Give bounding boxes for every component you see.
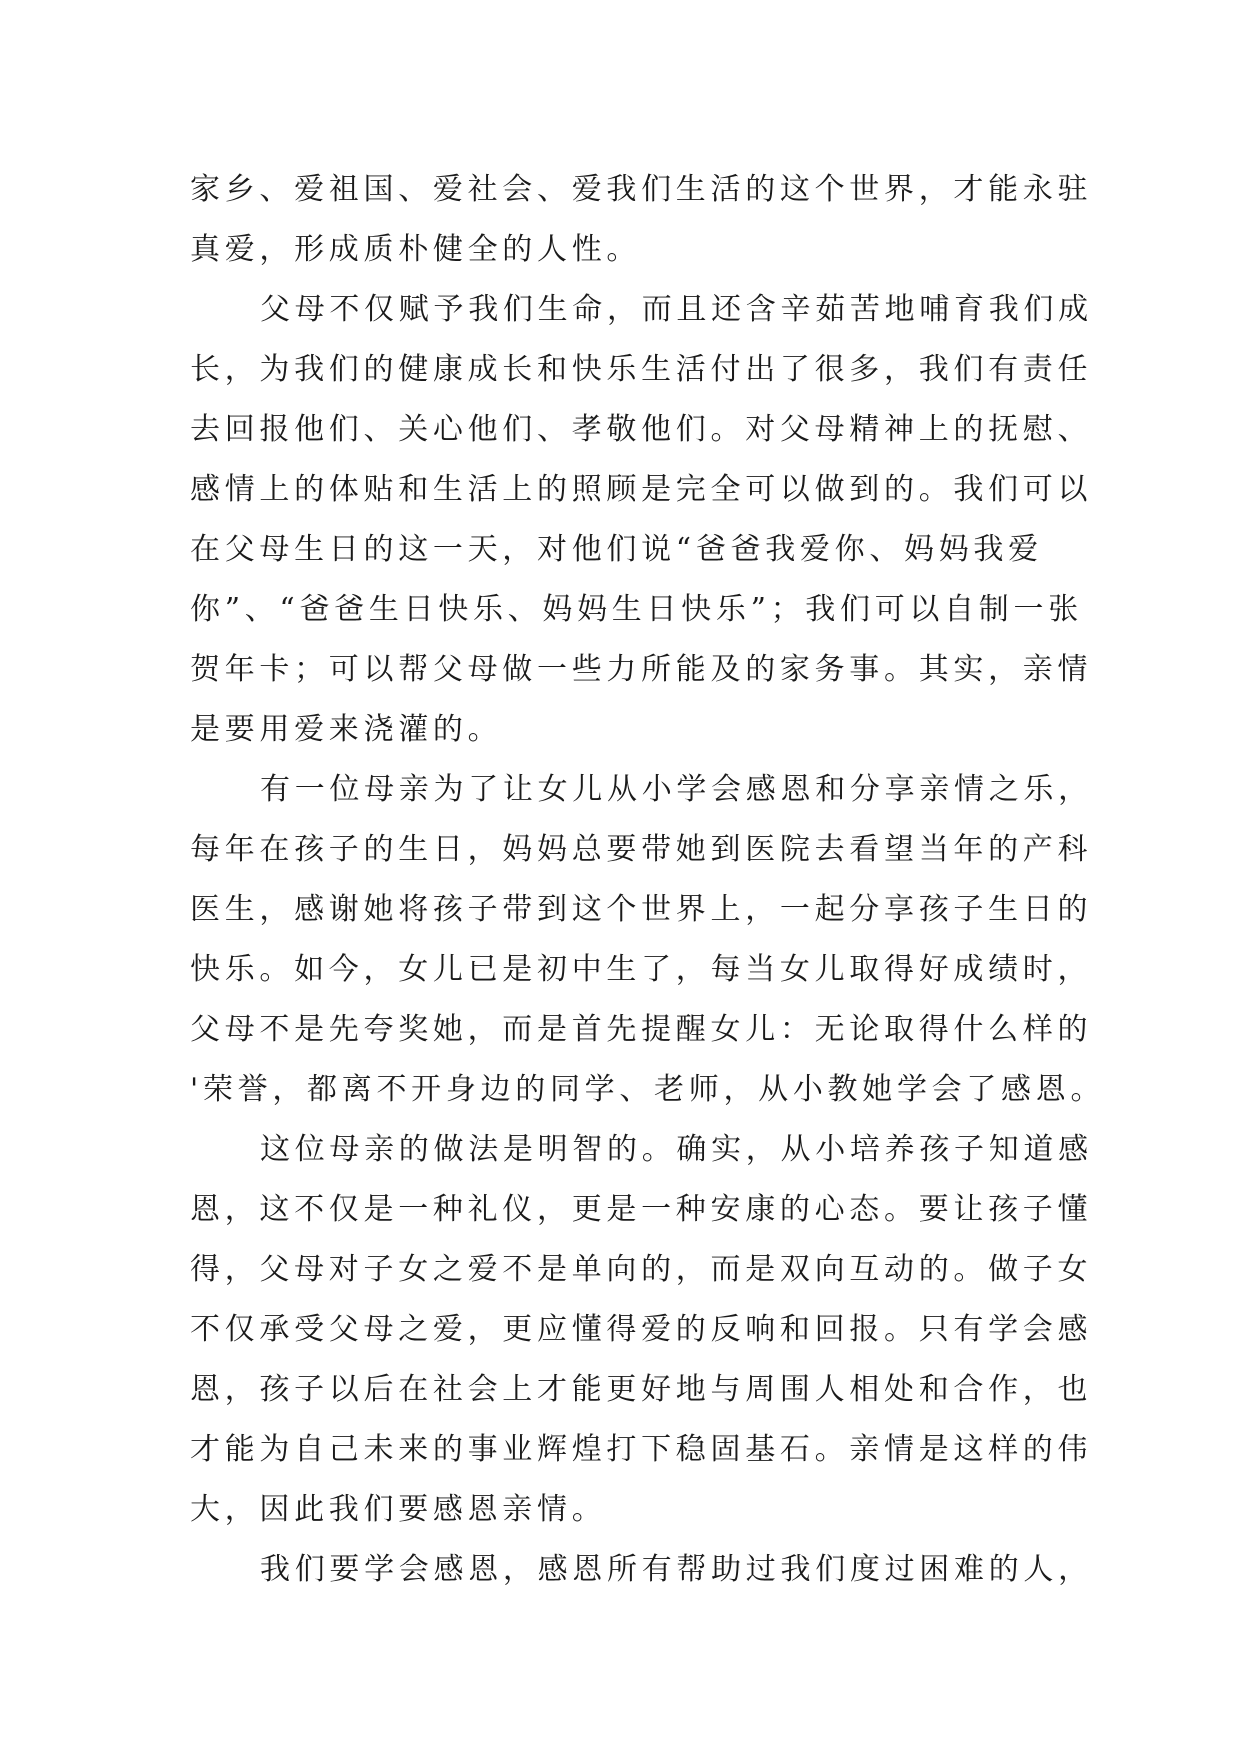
text-line: 大，因此我们要感恩亲情。 (190, 1492, 607, 1527)
text-line: 不仅承受父母之爱，更应懂得爱的反响和回报。只有学会感 (190, 1312, 1093, 1347)
text-line: 每年在孩子的生日，妈妈总要带她到医院去看望当年的产科 (190, 832, 1093, 867)
text-line: 医生，感谢她将孩子带到这个世界上，一起分享孩子生日的 (190, 892, 1093, 927)
text-line: 恩，孩子以后在社会上才能更好地与周围人相处和合作，也 (190, 1372, 1093, 1407)
text-line: 是要用爱来浇灌的。 (190, 712, 503, 747)
text-line: 贺年卡；可以帮父母做一些力所能及的家务事。其实，亲情 (190, 652, 1093, 687)
paragraph-first-line: 有一位母亲为了让女儿从小学会感恩和分享亲情之乐， (260, 772, 1093, 807)
text-line: '荣誉，都离不开身边的同学、老师，从小教她学会了感恩。 (190, 1072, 1106, 1107)
text-line: 快乐。如今，女儿已是初中生了，每当女儿取得好成绩时， (190, 952, 1093, 987)
text-line: 真爱，形成质朴健全的人性。 (190, 232, 642, 267)
text-line: 恩，这不仅是一种礼仪，更是一种安康的心态。要让孩子懂 (190, 1192, 1093, 1227)
body-text (190, 160, 1106, 1600)
text-line: 长，为我们的健康成长和快乐生活付出了很多，我们有责任 (190, 352, 1093, 387)
text-line: 去回报他们、关心他们、孝敬他们。对父母精神上的抚慰、 (190, 412, 1093, 447)
text-line: 得，父母对子女之爱不是单向的，而是双向互动的。做子女 (190, 1252, 1093, 1287)
text-line: 才能为自己未来的事业辉煌打下稳固基石。亲情是这样的伟 (190, 1432, 1093, 1467)
paragraph-first-line: 我们要学会感恩，感恩所有帮助过我们度过困难的人， (260, 1552, 1093, 1587)
paragraph-first-line: 父母不仅赋予我们生命，而且还含辛茹苦地哺育我们成 (260, 292, 1093, 327)
text-line: 在父母生日的这一天，对他们说“爸爸我爱你、妈妈我爱 (190, 532, 1043, 567)
paragraph-first-line: 这位母亲的做法是明智的。确实，从小培养孩子知道感 (260, 1132, 1093, 1167)
text-line: 感情上的体贴和生活上的照顾是完全可以做到的。我们可以 (190, 472, 1093, 507)
text-line: 家乡、爱祖国、爱社会、爱我们生活的这个世界，才能永驻 (190, 172, 1093, 207)
text-line: 父母不是先夸奖她，而是首先提醒女儿：无论取得什么样的 (190, 1012, 1093, 1047)
text-line: 你”、“爸爸生日快乐、妈妈生日快乐”；我们可以自制一张 (190, 592, 1083, 627)
